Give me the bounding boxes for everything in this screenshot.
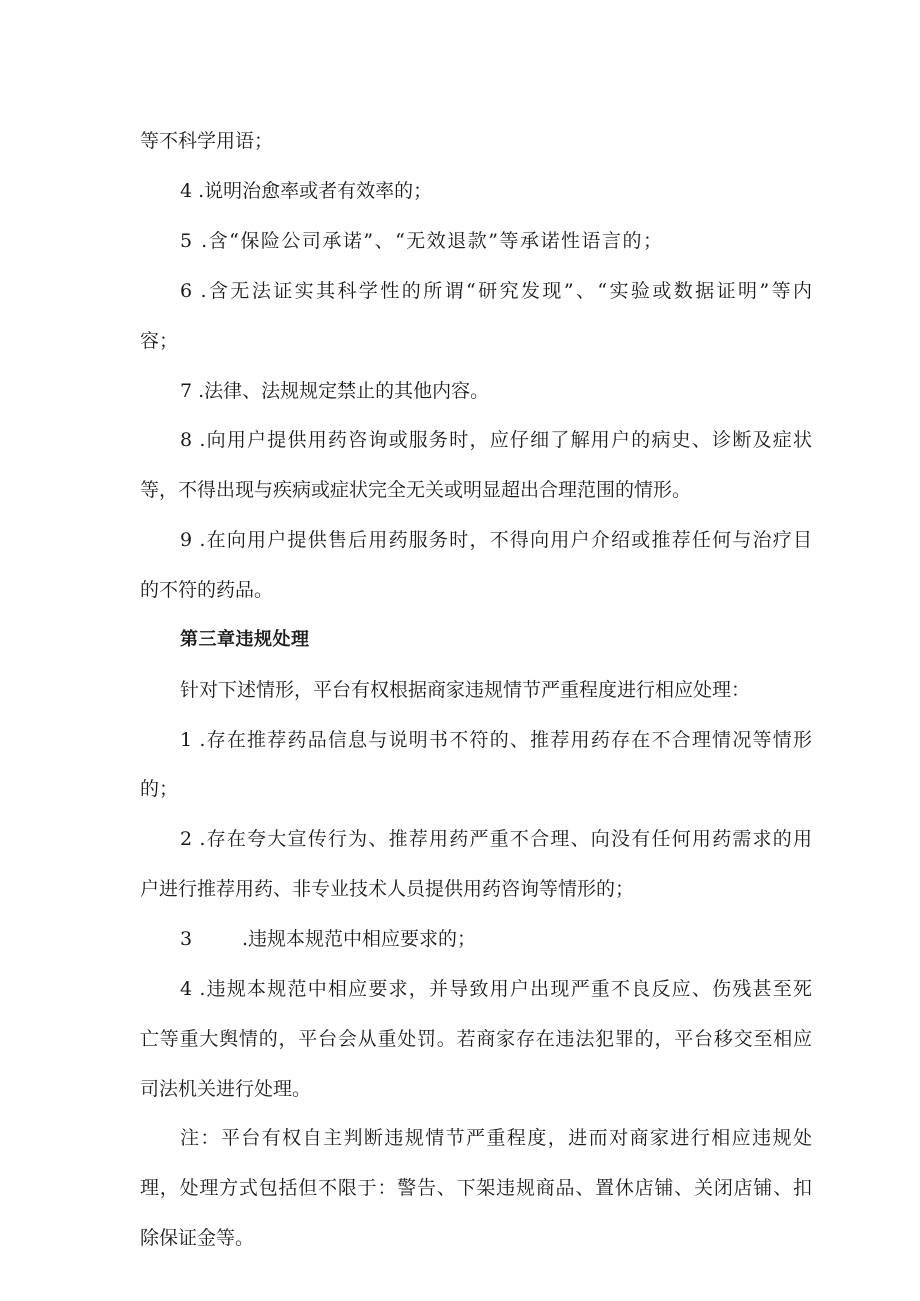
list-item-3-number: 3: [180, 928, 193, 950]
list-item-3: .违规本规范中相应要求的；: [242, 928, 477, 950]
list-item-7: 7 .法律、法规规定禁止的其他内容。: [180, 380, 490, 402]
text-line: 的；: [140, 778, 179, 800]
list-item-5: 5 .含“保险公司承诺”、“无效退款”等承诺性语言的；: [180, 230, 664, 252]
list-item-4b: 4 .违规本规范中相应要求，并导致用户出现严重不良反应、伤残甚至死: [180, 978, 812, 1000]
list-item-2: 2 .存在夸大宣传行为、推荐用药严重不合理、向没有任何用药需求的用: [180, 828, 812, 850]
list-item-4: 4 .说明治愈率或者有效率的；: [180, 180, 433, 202]
text-line: 户进行推荐用药、非专业技术人员提供用药咨询等情形的；: [140, 878, 635, 900]
text-line: 容；: [140, 330, 179, 352]
list-item-8: 8 .向用户提供用药咨询或服务时，应仔细了解用户的病史、诊断及症状: [180, 429, 812, 451]
text-line: 除保证金等。: [140, 1227, 255, 1249]
intro-paragraph: 针对下述情形，平台有权根据商家违规情节严重程度进行相应处理：: [180, 679, 751, 701]
text-line: 等，不得出现与疾病或症状完全无关或明显超出合理范围的情形。: [140, 479, 692, 501]
text-line: 亡等重大舆情的，平台会从重处罚。若商家存在违法犯罪的，平台移交至相应: [140, 1028, 812, 1050]
chapter-heading: 第三章违规处理: [180, 629, 310, 650]
list-item-1: 1 .存在推荐药品信息与说明书不符的、推荐用药存在不合理情况等情形: [180, 729, 812, 751]
text-line: 的不符的药品。: [140, 579, 274, 601]
note-paragraph: 注：平台有权自主判断违规情节严重程度，进而对商家进行相应违规处: [180, 1127, 812, 1149]
list-item-6: 6 .含无法证实其科学性的所谓“研究发现”、“实验或数据证明”等内: [180, 280, 812, 302]
list-item-9: 9 .在向用户提供售后用药服务时，不得向用户介绍或推荐任何与治疗目: [180, 529, 812, 551]
text-line: 等不科学用语；: [140, 130, 274, 152]
text-line: 理，处理方式包括但不限于：警告、下架违规商品、置休店铺、关闭店铺、扣: [140, 1177, 812, 1199]
text-line: 司法机关进行处理。: [140, 1078, 312, 1100]
